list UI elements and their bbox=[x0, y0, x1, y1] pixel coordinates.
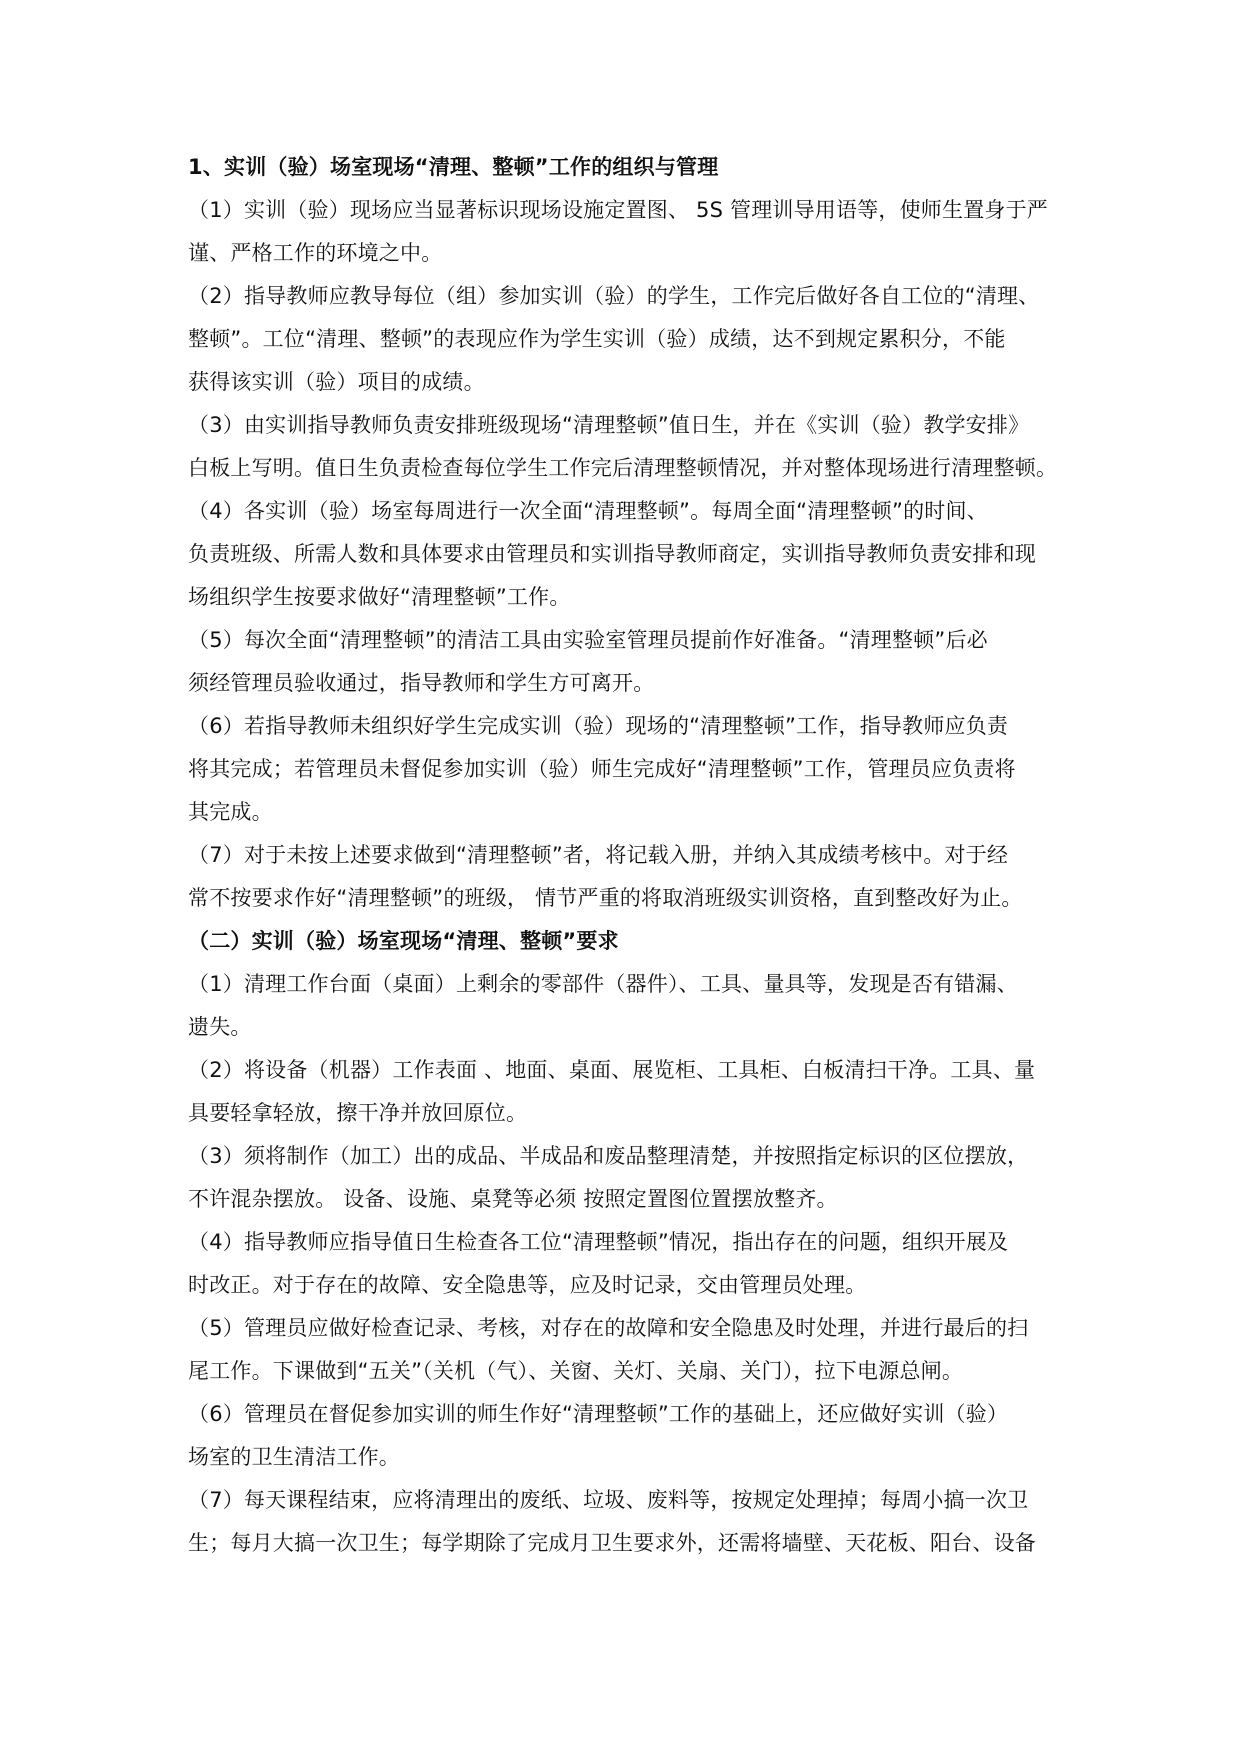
paragraph-line: （2）指导教师应教导每位（组）参加实训（验）的学生，工作完后做好各自工位的“清理、 bbox=[188, 284, 1040, 308]
paragraph-line: （5）每次全面“清理整顿”的清洁工具由实验室管理员提前作好准备。“清理整顿”后必 bbox=[188, 628, 988, 652]
paragraph-line: （3）由实训指导教师负责安排班级现场“清理整顿”值日生，并在《实训（验）教学安排》 bbox=[188, 413, 1030, 437]
paragraph-line: （6）管理员在督促参加实训的师生作好“清理整顿”工作的基础上，还应做好实训（验） bbox=[188, 1402, 1009, 1426]
paragraph-line: 其完成。 bbox=[188, 800, 273, 824]
paragraph-line: 常不按要求作好“清理整顿”的班级， 情节严重的将取消班级实训资格，直到整改好为止。 bbox=[188, 886, 1023, 910]
section-heading-1: 1、实训（验）场室现场“清理、整顿”工作的组织与管理 bbox=[188, 155, 719, 179]
paragraph-line: 负责班级、所需人数和具体要求由管理员和实训指导教师商定，实训指导教师负责安排和现 bbox=[188, 542, 1036, 566]
paragraph-line: （4）各实训（验）场室每周进行一次全面“清理整顿”。每周全面“清理整顿”的时间、 bbox=[188, 499, 988, 523]
paragraph-line: 生；每月大搞一次卫生；每学期除了完成月卫生要求外，还需将墙壁、天花板、阳台、设备 bbox=[188, 1531, 1036, 1555]
paragraph-line: 尾工作。下课做到“五关”（关机（气）、关窗、关灯、关扇、关门），拉下电源总闸。 bbox=[188, 1359, 964, 1383]
paragraph-line: 将其完成；若管理员未督促参加实训（验）师生完成好“清理整顿”工作，管理员应负责将 bbox=[188, 757, 1016, 781]
paragraph-line: （4）指导教师应指导值日生检查各工位“清理整顿”情况，指出存在的问题，组织开展及 bbox=[188, 1230, 1009, 1254]
section-heading-2: （二）实训（验）场室现场“清理、整顿”要求 bbox=[188, 929, 619, 953]
paragraph-line: 白板上写明。值日生负责检查每位学生工作完后清理整顿情况，并对整体现场进行清理整顿。 bbox=[188, 456, 1058, 480]
paragraph-line: 遗失。 bbox=[188, 1015, 252, 1039]
paragraph-line: （5）管理员应做好检查记录、考核，对存在的故障和安全隐患及时处理，并进行最后的扫 bbox=[188, 1316, 1029, 1340]
paragraph-line: 不许混杂摆放。 设备、设施、桌凳等必须 按照定置图位置摆放整齐。 bbox=[188, 1187, 838, 1211]
paragraph-line: 整顿”。工位“清理、整顿”的表现应作为学生实训（验）成绩，达不到规定累积分，不能 bbox=[188, 327, 1006, 351]
paragraph-line: 场组织学生按要求做好“清理整顿”工作。 bbox=[188, 585, 571, 609]
paragraph-line: 场室的卫生清洁工作。 bbox=[188, 1445, 400, 1469]
paragraph-line: （2）将设备（机器）工作表面 、地面、桌面、展览柜、工具柜、白板清扫干净。工具、量 bbox=[188, 1058, 1036, 1082]
paragraph-line: 谨、严格工作的环境之中。 bbox=[188, 241, 443, 265]
paragraph-line: （1）实训（验）现场应当显著标识现场设施定置图、 5S 管理训导用语等，使师生置身于严 bbox=[188, 198, 1048, 222]
paragraph-line: （6）若指导教师未组织好学生完成实训（验）现场的“清理整顿”工作，指导教师应负责 bbox=[188, 714, 1009, 738]
paragraph-line: （7）每天课程结束，应将清理出的废纸、垃圾、废料等，按规定处理掉；每周小搞一次卫 bbox=[188, 1488, 1029, 1512]
paragraph-line: （1）清理工作台面（桌面）上剩余的零部件（器件）、工具、量具等，发现是否有错漏、 bbox=[188, 972, 1018, 996]
document-body bbox=[188, 146, 1068, 1565]
paragraph-line: 具要轻拿轻放，擦干净并放回原位。 bbox=[188, 1101, 528, 1125]
paragraph-line: （7）对于未按上述要求做到“清理整顿”者，将记载入册，并纳入其成绩考核中。对于经 bbox=[188, 843, 1009, 867]
paragraph-line: 时改正。对于存在的故障、安全隐患等，应及时记录，交由管理员处理。 bbox=[188, 1273, 867, 1297]
paragraph-line: 获得该实训（验）项目的成绩。 bbox=[188, 370, 485, 394]
paragraph-line: 须经管理员验收通过，指导教师和学生方可离开。 bbox=[188, 671, 655, 695]
paragraph-line: （3）须将制作（加工）出的成品、半成品和废品整理清楚，并按照指定标识的区位摆放， bbox=[188, 1144, 1029, 1168]
